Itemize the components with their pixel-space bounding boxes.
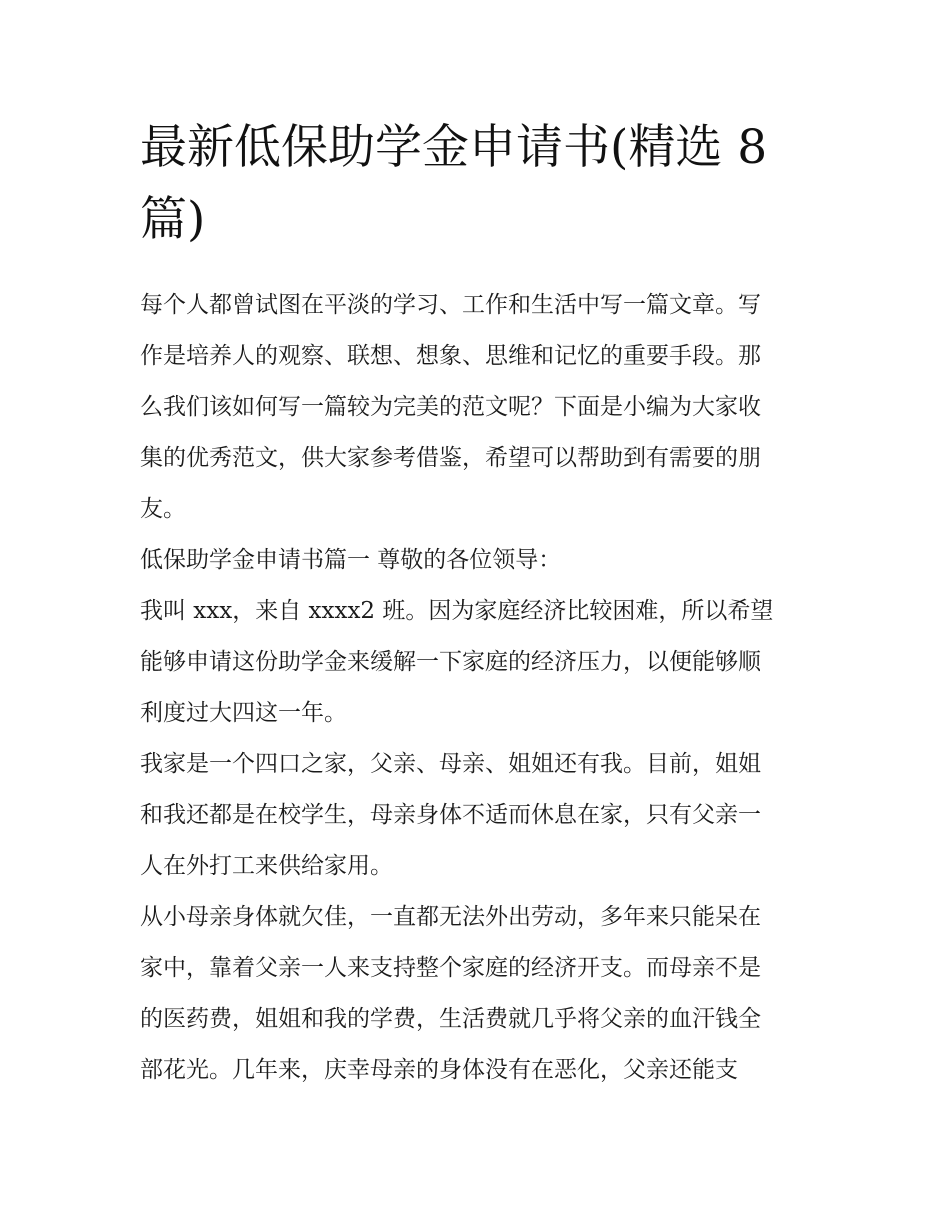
text-line: 部花光。几年来，庆幸母亲的身体没有在恶化，父亲还能支 [140, 1057, 738, 1083]
text-line: 从小母亲身体就欠佳，一直都无法外出劳动，多年来只能呆在 [140, 904, 761, 930]
paragraph-self-intro [140, 586, 812, 739]
text-line: 家中，靠着父亲一人来支持整个家庭的经济开支。而母亲不是 [140, 955, 761, 981]
document-content [140, 112, 812, 1096]
text-line: 友。 [140, 496, 186, 522]
paragraph-mother-health [140, 892, 812, 1096]
text-line: 我叫 xxx，来自 xxxx2 班。因为家庭经济比较困难，所以希望 [140, 598, 774, 624]
text-line: 每个人都曾试图在平淡的学习、工作和生活中写一篇文章。写 [140, 292, 761, 318]
title-line-1: 最新低保助学金申请书(精选 8 [140, 120, 768, 175]
text-line: 集的优秀范文，供大家参考借鉴，希望可以帮助到有需要的朋 [140, 445, 761, 471]
text-line: 作是培养人的观察、联想、想象、思维和记忆的重要手段。那 [140, 343, 761, 369]
text-line: 和我还都是在校学生，母亲身体不适而休息在家，只有父亲一 [140, 802, 761, 828]
title-line-2: 篇) [140, 192, 206, 247]
paragraph-intro [140, 280, 812, 535]
paragraph-heading-salutation [140, 535, 812, 586]
document-body [140, 280, 812, 1096]
text-line: 低保助学金申请书篇一 尊敬的各位领导： [140, 547, 562, 573]
text-line: 我家是一个四口之家，父亲、母亲、姐姐还有我。目前，姐姐 [140, 751, 761, 777]
paragraph-family [140, 739, 812, 892]
text-line: 利度过大四这一年。 [140, 700, 347, 726]
text-line: 么我们该如何写一篇较为完美的范文呢？下面是小编为大家收 [140, 394, 761, 420]
document-title [140, 112, 812, 256]
text-line: 人在外打工来供给家用。 [140, 853, 393, 879]
text-line: 能够申请这份助学金来缓解一下家庭的经济压力，以便能够顺 [140, 649, 761, 675]
text-line: 的医药费，姐姐和我的学费，生活费就几乎将父亲的血汗钱全 [140, 1006, 761, 1032]
